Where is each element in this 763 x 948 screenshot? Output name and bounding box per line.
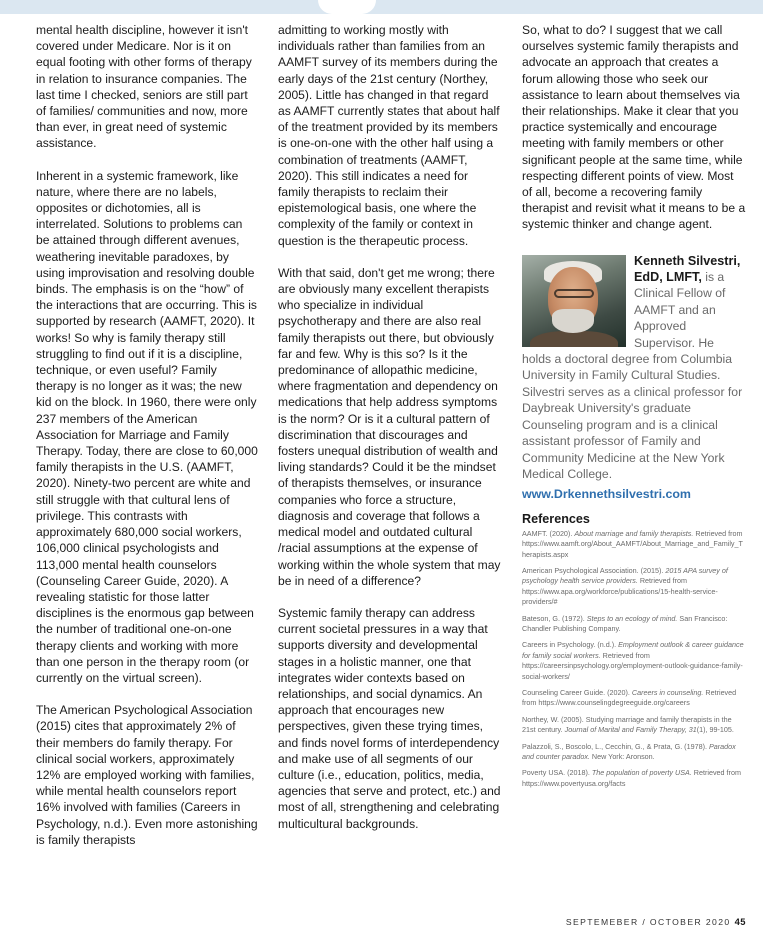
column3-paragraph-1: So, what to do? I suggest that we call ourselves systemic family therapists and advocate an approach that creates a forum allowing those who seek our assistance to learn about themselves via their relationships. Make it clear that you practice systemically and encourage meeting with family members or other significant people at the same time, while respecting different points of view. Most of all, become a recovering family therapist and revisit what it means to be a systemic thinker and change agent. [522,23,746,232]
issue-date: SEPTEMEBER / OCTOBER 2020 [565,917,731,927]
top-banner-notch [318,0,376,14]
reference-item: Palazzoli, S., Boscolo, L., Cecchin, G., & Prata, G. (1978). Paradox and counter paradox. New York: Aronson. [522,741,736,762]
page-footer [556,916,746,927]
references-heading: References [522,511,590,526]
column2-paragraph-3: Systemic family therapy can address current societal pressures in a way that supports diversity and developmental stages in a holistic manner, one that integrates wider contexts based on relationships, and social dynamics. An approach that encourages new perspectives, given these trying times, and finds novel forms of interdependency and make use of all segments of our culture (i.e., education, politics, media, agencies that serve and protect, etc.) and most of all, strengthening and celebrating multicultural backgrounds. [278,605,501,831]
column1-paragraph-1: mental health discipline, however it isn't covered under Medicare. Nor is it on equal footing with other forms of therapy in relation to insurance companies. The last time I checked, seniors are still part of families/ communities and now, more than ever, in great need of systemic assistance. [36,23,252,151]
reference-item: Counseling Career Guide. (2020). Careers in counseling. Retrieved from https://www.counselingdegreeguide.org/careers [522,688,737,708]
author-bio-body: is a Clinical Fellow of AAMFT and an Approved Supervisor. He holds a doctoral degree from Columbia University in Family Cultural Studies. Silvestri serves as a clinical professor for Daybreak University's graduate Counseling program and is a clinical assistant professor of Family and Community Medicine at the New York Medical College. [522,270,743,481]
reference-item: AAMFT. (2020). About marriage and family therapists. Retrieved from https://www.aamft.org/About_AAMFT/About_Marriage_and_Family_Therapists.aspx [522,528,743,559]
reference-item: Poverty USA. (2018). The population of poverty USA. Retrieved from https://www.povertyusa.org/facts [522,768,741,788]
author-website-link[interactable]: www.Drkennethsilvestri.com [522,487,691,502]
column2-paragraph-1: admitting to working mostly with individuals rather than families from an AAMFT survey of its members during the early days of the 21st century (Northey, 2005). Little has changed in that regard as AAMFT currently states that about half of the treatment provided by its members is one-on-one with the other half using a combination of treatments (AAMFT, 2020). This still indicates a need for family therapists to reclaim their epistemological basis, one where the complexity of the family or context in question is the therapeutic process. [278,23,500,248]
article-column-2 [278,22,502,848]
references-list [522,529,746,790]
column1-paragraph-2: Inherent in a systemic framework, like nature, where there are no labels, opposites or dichotomies, all is interrelated. Solutions to problems can be attained through different avenues, weathering inevitable paradoxes, by using improvisation and resolving double binds. The emphasis is on the “how” of the interactions that are occurring. This is supported by research (AAMFT, 2020). It works! So why is family therapy still struggling to find out if it is a discipline, technique, or even useful? Family therapy is no longer as it was; the new kid on the block. In 1960, there were only 237 members of the American Association for Marriage and Family Therapy. Today, there are close to 60,000 family therapists in the U.S. (AAMFT, 2020). Ninety-two percent are white and still struggle with that cultural lens of privilege. This contrasts with approximately 680,000 social workers, 106,000 clinical psychologists and 113,000 mental health counselors (Counseling Career Guide, 2020). A revealing statistic for those latter disciplines is the enormous gap between the number of traditional one-on-one therapy clients and working with more than one person in the therapy room (or currently on the virtual screen). [36,168,258,685]
column2-paragraph-2: With that said, don't get me wrong; there are obviously many excellent therapists who specialize in individual psychotherapy and there are also real family therapists out there, but obviously far and few. Why is this so? Is it the predominance of allopathic medicine, where fragmentation and dependency on medications that help address symptoms is the norm? Or is it a cultural pattern of discrimination that discourages and fosters unequal distribution of wealth and living standards? Could it be the mindset of therapists themselves, or insurance companies who force a structure, diagnosis and coverage that follows a medical model and outdated cultural /racial assumptions at the expense of working within the whole system that may be in need of a difference? [278,265,501,588]
article-column-1 [36,22,258,864]
author-photo [522,255,626,347]
page-number: 45 [734,916,746,927]
reference-item: Careers in Psychology. (n.d.). Employment outlook & career guidance for family social workers. Retrieved from https://careersinpsychology.org/employment-outlook-guidance-family-social-workers/ [522,640,744,681]
reference-item: Northey, W. (2005). Studying marriage and family therapists in the 21st century. Journal of Marital and Family Therapy, 31(1), 99-105. [522,714,734,735]
reference-item: American Psychological Association. (2015). 2015 APA survey of psychology health service providers. Retrieved from https://www.apa.org/workforce/publications/15-health-service-providers/# [522,565,728,607]
top-banner-strip [0,0,763,14]
reference-item: Bateson, G. (1972). Steps to an ecology of mind. San Francisco: Chandler Publishing Company. [522,613,728,633]
author-name: Kenneth Silvestri, EdD, LMFT, [634,253,741,285]
author-bio [522,253,746,503]
article-column-3 [522,22,746,795]
column1-paragraph-3: The American Psychological Association (2015) cites that approximately 2% of their members do family therapy. For clinical social workers, approximately 12% are employed working with families, while mental health counselors report 16% involved with families (Careers in Psychology, n.d.). Even more astonishing is family therapists [36,703,258,847]
